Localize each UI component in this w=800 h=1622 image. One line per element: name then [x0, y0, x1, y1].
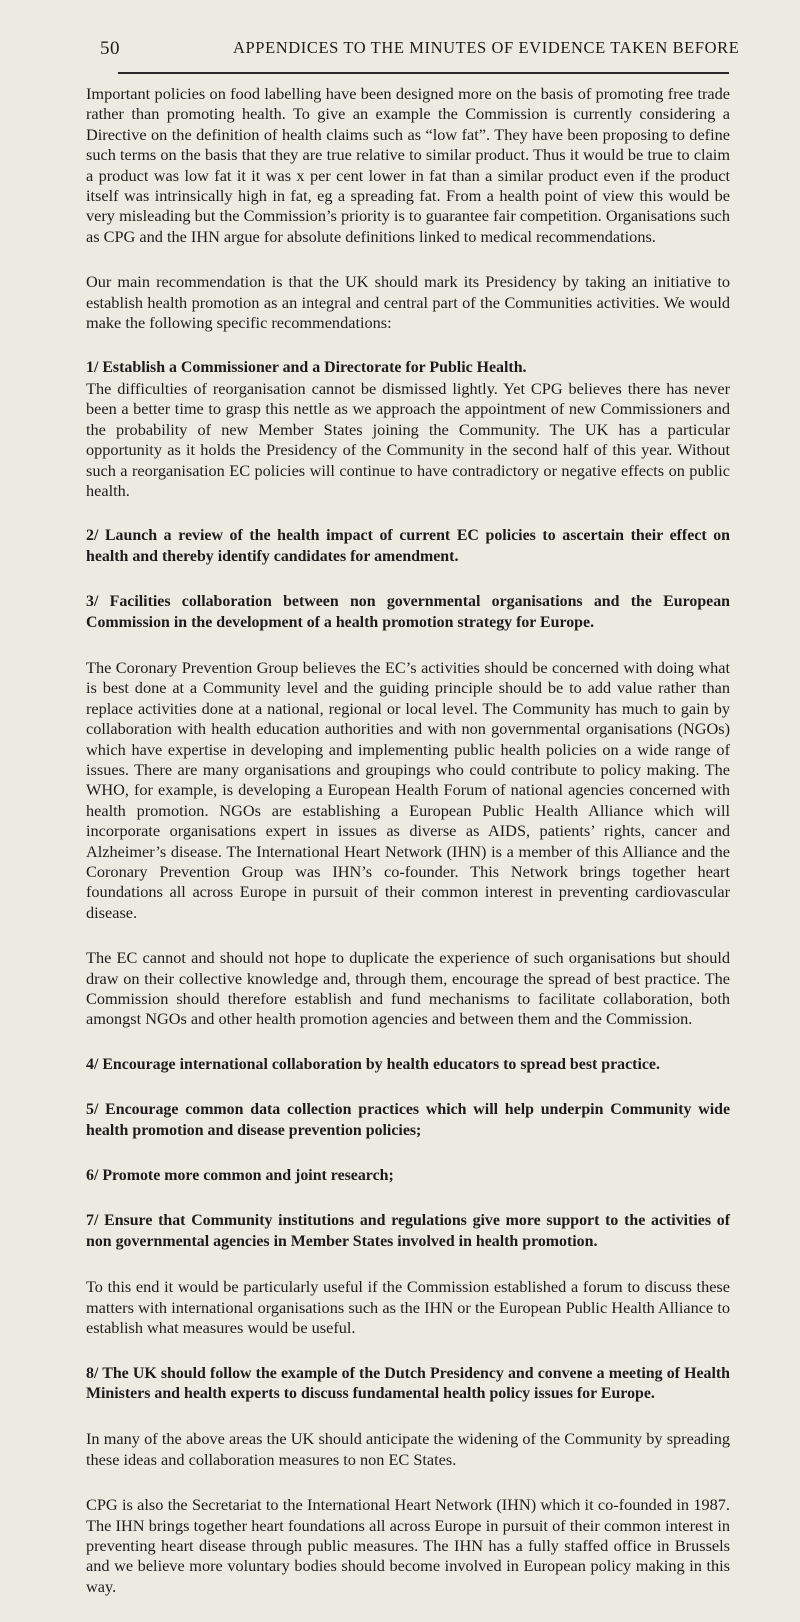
recommendation-2-heading: 2/ Launch a review of the health impact of current EC policies to ascertain their effect on health and thereby identify candidates for amendment. — [86, 527, 730, 565]
recommendation-5-heading: 5/ Encourage common data collection practices which will help underpin Community wide health promotion and disease prevention policies; — [86, 1101, 730, 1139]
paragraph-forum: To this end it would be particularly useful if the Commission established a forum to discuss these matters with international organisations such as the IHN or the European Public Health Alliance to establish what measures would be useful. — [86, 1277, 730, 1338]
recommendation-6-heading: 6/ Promote more common and joint research; — [86, 1167, 394, 1185]
paragraph-reorganisation: The difficulties of reorganisation cannot be dismissed lightly. Yet CPG believes there has never been a better time to grasp this nettle as we approach the appointment of new Commissioners and the probability of new Member States joining the Community. The UK has a particular opportunity as it holds the Presidency of the Community in the second half of this year. Without such a reorganisation EC policies will continue to have contradictory or negative effects on public health. — [86, 378, 730, 500]
paragraph-main-recommendation: Our main recommendation is that the UK should mark its Presidency by taking an initiative to establish health promotion as an integral and central part of the Communities activities. We would make the following specific recommendations: — [86, 272, 730, 333]
recommendation-1-heading: 1/ Establish a Commissioner and a Directorate for Public Health. — [86, 359, 527, 377]
paragraph-food-labelling: Important policies on food labelling have been designed more on the basis of promoting free trade rather than promoting health. To give an example the Commission is currently considering a Directive on the definition of health claims such as “low fat”. They have been proposing to define such terms on the basis that they are true relative to similar product. Thus it would be true to claim a product was low fat it it was x per cent lower in fat than a similar product even if the product itself was intrinsically high in fat, eg a spreading fat. From a health point of view this would be very misleading but the Commission’s priority is to guarantee fair competition. Organisations such as CPG and the IHN argue for absolute definitions linked to medical recommendations. — [86, 84, 730, 246]
page-header — [0, 38, 800, 68]
running-head: APPENDICES TO THE MINUTES OF EVIDENCE TAKEN BEFORE — [233, 38, 740, 57]
paragraph-widening: In many of the above areas the UK should anticipate the widening of the Community by spreading these ideas and collaboration measures to non EC States. — [86, 1429, 730, 1469]
header-rule — [118, 72, 729, 74]
paragraph-coronary-prevention-group: The Coronary Prevention Group believes the EC’s activities should be concerned with doing what is best done at a Community level and the guiding principle should be to add value rather than replace activities done at a national, regional or local level. The Community has much to gain by collaboration with health education authorities and with non governmental organisations (NGOs) which have expertise in developing and implementing public health policies on a wide range of issues. There are many organisations and groupings who could contribute to policy making. The WHO, for example, is developing a European Health Forum of national agencies concerned with health promotion. NGOs are establishing a European Public Health Alliance which will incorporate organisations expert in issues as diverse as AIDS, patients’ rights, cancer and Alzheimer’s disease. The International Heart Network (IHN) is a member of this Alliance and the Coronary Prevention Group was IHN’s co-founder. This Network brings together heart foundations all across Europe in pursuit of their common interest in preventing cardiovascular disease. — [86, 657, 730, 922]
paragraph-ec-collaboration: The EC cannot and should not hope to duplicate the experience of such organisations but should draw on their collective knowledge and, through them, encourage the spread of best practice. The Commission should therefore establish and fund mechanisms to facilitate collaboration, both amongst NGOs and other health promotion agencies and between them and the Commission. — [86, 948, 730, 1029]
recommendation-3-heading: 3/ Facilities collaboration between non governmental organisations and the European Commission in the development of a health promotion strategy for Europe. — [86, 593, 730, 631]
recommendation-4-heading: 4/ Encourage international collaboration by health educators to spread best practice. — [86, 1055, 660, 1073]
body-text — [86, 84, 730, 1622]
recommendation-7-heading: 7/ Ensure that Community institutions and regulations give more support to the activities of non governmental agencies in Member States involved in health promotion. — [86, 1212, 730, 1250]
paragraph-ihn-secretariat: CPG is also the Secretariat to the International Heart Network (IHN) which it co-founded in 1987. The IHN brings together heart foundations all across Europe in pursuit of their common interest in preventing heart disease through public measures. The IHN has a fully staffed office in Brussels and we believe more voluntary bodies should become involved in European policy making in this way. — [86, 1495, 730, 1596]
recommendation-8-heading: 8/ The UK should follow the example of the Dutch Presidency and convene a meeting of Health Ministers and health experts to discuss fundamental health policy issues for Europe. — [86, 1364, 730, 1402]
page-number: 50 — [100, 38, 120, 59]
